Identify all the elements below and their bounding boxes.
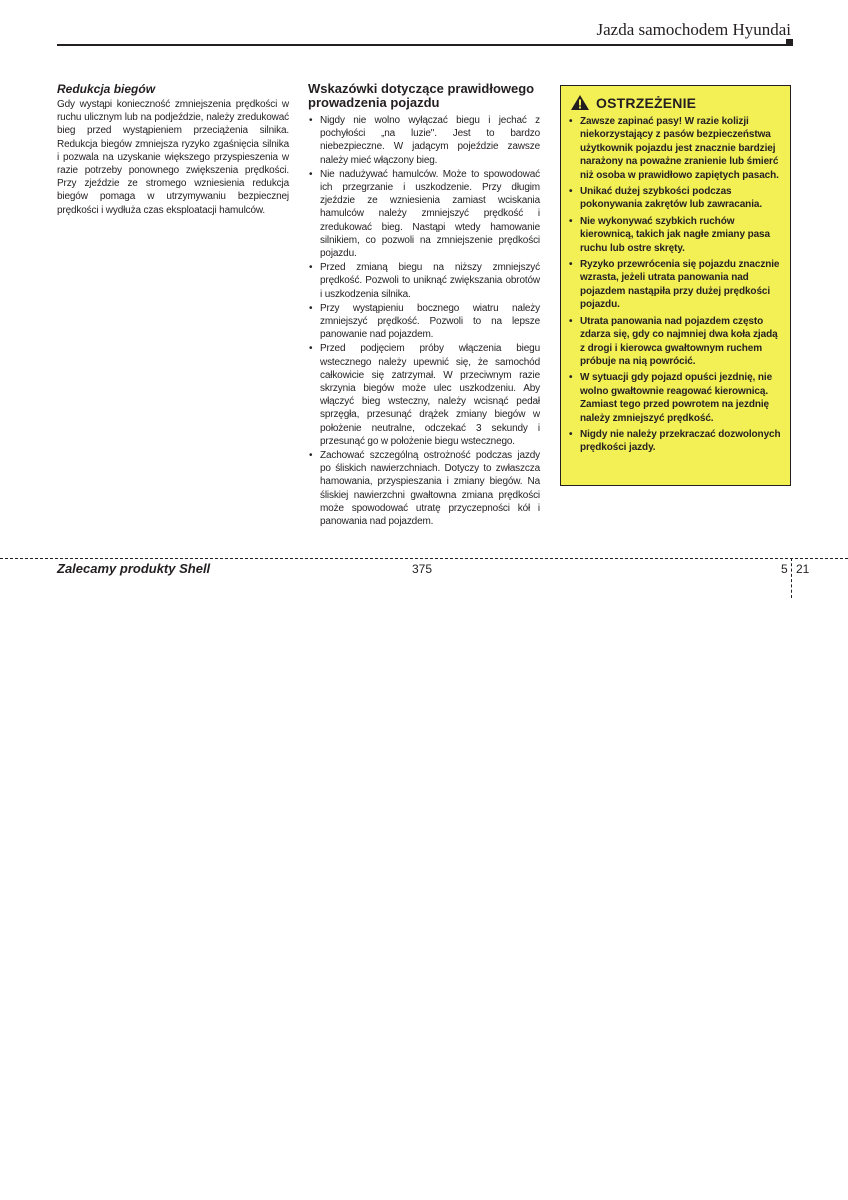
bullet: • <box>569 116 573 127</box>
tips-title: Wskazówki dotyczące prawidłowego prowadzenia pojazdu <box>308 81 535 110</box>
list-item <box>308 449 540 528</box>
list-item <box>568 115 782 182</box>
bullet: • <box>569 372 573 384</box>
warning-text: Ryzyko przewrócenia się pojazdu znacznie wzrasta, jeżeli utrata panowania nad pojazdem nastąpiła przy dużej prędkości pojazdu. <box>580 259 780 311</box>
bullet: • <box>309 343 313 355</box>
footer-divider <box>0 558 848 559</box>
list-item <box>568 315 782 369</box>
bullet: • <box>309 450 313 462</box>
bullet: • <box>309 168 313 180</box>
list-item <box>308 114 540 167</box>
tip-text: Nie nadużywać hamulców. Może to spowodować ich przegrzanie i uszkodzenie. Przy długim zjeździe ze wzniesienia zamiast wciskania hamulców należy zmniejszyć prędkość i zredukować bieg. Nastąpi wtedy hamowanie silnikiem, co pozwoli na zmniejszenie prędkości pojazdu. <box>320 168 540 260</box>
warning-box <box>560 85 791 486</box>
bullet: • <box>569 215 573 227</box>
warning-text: Zawsze zapinać pasy! W razie kolizji niekorzystający z pasów bezpieczeństwa użytkownik pojazdu jest znacznie bardziej narażony na poważne zranienie lub śmierć niż osoba w prawidłowo zapiętych pasach. <box>580 116 779 181</box>
footer-vertical-divider <box>791 558 792 598</box>
tips-list <box>308 114 540 528</box>
warning-text: W sytuacji gdy pojazd opuści jezdnię, nie wolno gwałtownie reagować kierownicą. Zamiast tego przed powrotem na jezdnię należy zmniejszyć prędkość. <box>580 372 773 424</box>
list-item <box>308 302 540 342</box>
bullet: • <box>309 302 313 314</box>
warning-text: Nigdy nie należy przekraczać dozwolonych prędkości jazdy. <box>580 428 781 454</box>
list-item <box>568 428 782 455</box>
warning-list <box>568 115 782 455</box>
tip-text: Przy wystąpieniu bocznego wiatru należy zmniejszyć prędkość. Pozwoli to na lepsze panowanie nad pojazdem. <box>320 302 540 341</box>
warning-text: Nie wykonywać szybkich ruchów kierownicą, takich jak nagłe zmiany pasa ruchu lub ostre skręty. <box>580 215 770 254</box>
bullet: • <box>309 262 313 274</box>
header-block-marker <box>786 39 793 46</box>
warning-text: Unikać dużej szybkości podczas pokonywania zakrętów lub zawracania. <box>580 186 763 211</box>
tip-text: Zachować szczególną ostrożność podczas jazdy po śliskich nawierzchniach. Dotyczy to zwłaszcza hamowania, przyspieszania i zmiany biegów. Na śliskiej nawierzchni gwałtowna zmiana prędkości może spowodować utratę przyczepności kół i panowania nad pojazdem. <box>320 450 540 528</box>
reduction-title: Redukcja biegów <box>57 82 156 96</box>
list-item <box>308 261 540 301</box>
list-item <box>568 371 782 425</box>
warning-triangle-icon <box>570 94 590 111</box>
list-item <box>308 168 540 260</box>
bullet: • <box>569 315 573 327</box>
list-item <box>568 215 782 255</box>
list-item <box>568 185 782 212</box>
chapter-number: 5 <box>781 562 788 576</box>
tip-text: Nigdy nie wolno wyłączać biegu i jechać z pochyłości „na luzie". Jest to bardzo niebezpieczne. W jadącym pojeździe zawsze należy mieć włączony bieg. <box>320 115 540 166</box>
tip-text: Przed zmianą biegu na niższy zmniejszyć prędkość. Pozwoli to uniknąć zwiększania obrotów i uszkodzenia silnika. <box>320 262 540 300</box>
warning-text: Utrata panowania nad pojazdem często zdarza się, gdy co najmniej dwa koła zjadą z drogi i kierowca gwałtownym ruchem próbuje na nią powrócić. <box>580 315 778 367</box>
bullet: • <box>309 115 313 126</box>
footer-slogan: Zalecamy produkty Shell <box>57 561 211 576</box>
tip-text: Przed podjęciem próby włączenia biegu wstecznego należy upewnić się, że samochód całkowicie się zatrzymał. W przeciwnym razie skrzynia biegów może ulec uszkodzeniu. Aby włączyć bieg wsteczny, należy wcisnąć pedał sprzęgła, przesunąć drążek zmiany biegów w położenie neutralne, odczekać 3 sekundy i przesunąć go w położenie biegu wstecznego. <box>320 343 540 447</box>
bullet: • <box>569 186 573 198</box>
bullet: • <box>569 259 573 271</box>
header-rule <box>57 44 792 46</box>
warning-header <box>568 94 782 111</box>
chapter-page-number: 21 <box>796 562 810 576</box>
list-item <box>308 342 540 448</box>
list-item <box>568 258 782 312</box>
page-number: 375 <box>412 562 433 576</box>
reduction-section <box>57 82 289 217</box>
reduction-text: Gdy wystąpi konieczność zmniejszenia prędkości w ruchu ulicznym lub na podjeździe, należy zredukować bieg przed wystąpieniem przeciążenia silnika. Redukcja biegów zmniejsza ryzyko zgaśnięcia silnika i pozwala na uzyskanie większego przyspieszenia w razie potrzeby ponownego zwiększenia prędkości. Przy zjeździe ze stromego wzniesienia redukcja biegów pomaga w utrzymywaniu bezpiecznej prędkości i wydłuża czas eksploatacji hamulców. <box>57 99 289 216</box>
bullet: • <box>569 428 573 440</box>
tips-section <box>308 82 540 529</box>
running-header: Jazda samochodem Hyundai <box>596 20 791 39</box>
warning-title: OSTRZEŻENIE <box>596 94 697 111</box>
